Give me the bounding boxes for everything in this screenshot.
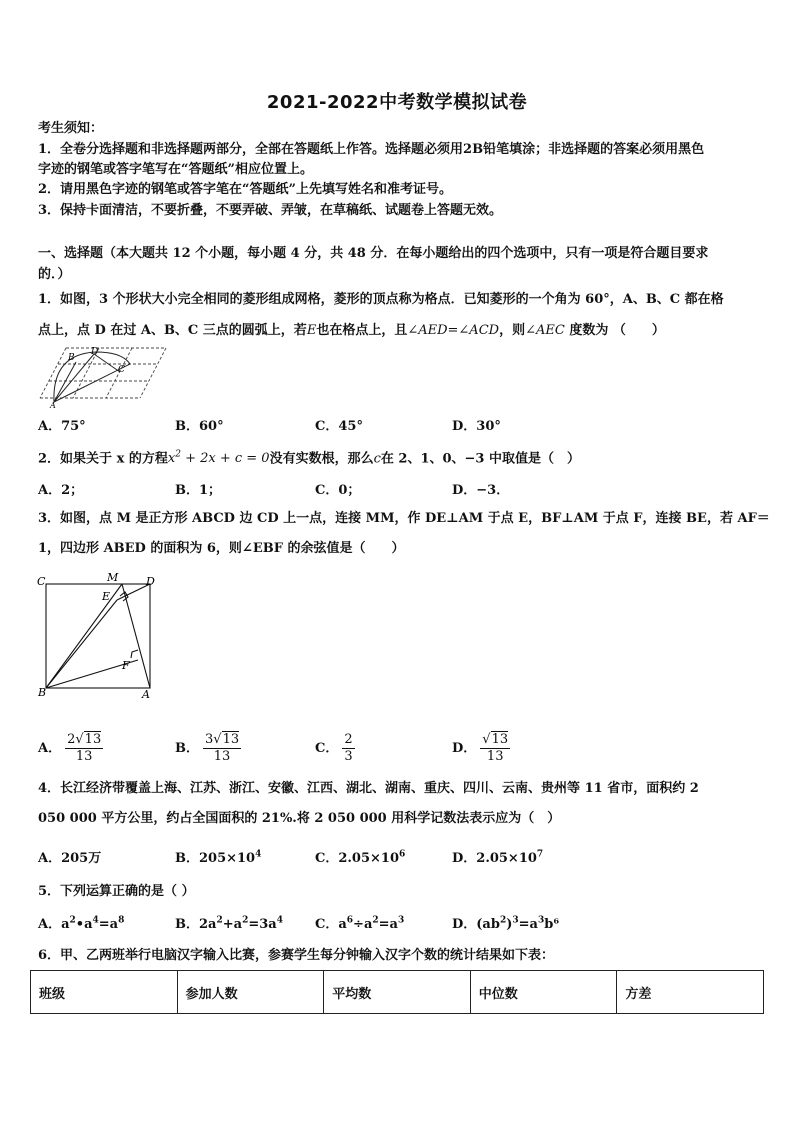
numerator-coef: 3	[205, 732, 214, 747]
exp: 8	[118, 915, 125, 926]
question-3-text-cont: 1，四边形 ABED 的面积为 6，则∠EBF 的余弦值是（ ）	[38, 541, 405, 556]
option-b[interactable]: B．60°	[175, 419, 224, 434]
exp: 6	[346, 915, 354, 926]
option-a[interactable]	[38, 913, 124, 932]
q1-var-e: E	[306, 323, 317, 338]
option-d[interactable]	[452, 732, 510, 765]
t: D．(ab	[452, 917, 500, 932]
option-text: D．2.05×10	[452, 851, 537, 866]
question-5-options	[38, 913, 758, 933]
option-text: A．205万	[38, 851, 102, 866]
option-a[interactable]	[38, 732, 103, 765]
notice-item: 字迹的钢笔或答字笔写在“答题纸”相应位置上。	[38, 162, 313, 177]
q2-equation	[168, 451, 270, 466]
numerator-radicand: 13	[491, 732, 509, 747]
exp: 3	[512, 915, 519, 926]
table-header-cell: 参加人数	[177, 971, 324, 1014]
option-b[interactable]	[175, 847, 261, 866]
table-header-cell: 平均数	[324, 971, 471, 1014]
denominator: 13	[486, 749, 504, 764]
question-1-figure	[38, 344, 170, 408]
option-b[interactable]	[175, 732, 241, 765]
exponent: 7	[536, 849, 544, 860]
q3-label-e: E	[102, 590, 111, 603]
q1-angle-1: ∠AED=∠ACD	[407, 323, 500, 338]
question-4-text: 4．长江经济带覆盖上海、江苏、浙江、安徽、江西、湖北、湖南、重庆、四川、云南、贵州等 11 省市，面积约 2	[38, 781, 699, 796]
q2-var-c: c	[373, 451, 381, 467]
option-b[interactable]	[175, 913, 283, 932]
numerator-radicand: 13	[222, 732, 240, 747]
option-c[interactable]: C．0；	[315, 483, 361, 498]
t: =a	[518, 917, 538, 932]
q1-label-b: B	[68, 353, 75, 363]
exp: 2	[499, 915, 507, 926]
t: B．2a	[175, 917, 217, 932]
numerator-coef: 2	[67, 732, 76, 747]
option-text: B．205×10	[175, 851, 256, 866]
q1-text-d: 度数为 （ ）	[564, 323, 665, 338]
question-1-options	[38, 415, 758, 435]
t: =3a	[248, 917, 277, 932]
option-c[interactable]	[315, 913, 404, 932]
q3-label-f: F	[122, 659, 130, 672]
question-5-text: 5．下列运算正确的是（ ）	[38, 884, 195, 899]
q2-text-c: 在 2、1、0、−3 中取值是（ ）	[380, 451, 581, 467]
table-header-cell: 中位数	[470, 971, 617, 1014]
exp: 2	[242, 915, 249, 926]
notice-item: 1．全卷分选择题和非选择题两部分，全部在答题纸上作答。选择题必须用2B铅笔填涂；非选择题的答案必须用黑色	[38, 142, 705, 157]
question-1-text-cont	[38, 322, 665, 340]
q1-text-c: ，则	[499, 323, 526, 338]
option-a[interactable]	[38, 847, 101, 866]
table-header-cell: 班级	[31, 971, 178, 1014]
option-d[interactable]: D．30°	[452, 419, 501, 434]
numerator: 2	[344, 732, 353, 747]
fraction: $\frac{√13}{13}$	[482, 732, 509, 764]
table-header-row	[31, 971, 764, 1014]
numerator-radicand: 13	[84, 732, 102, 747]
q2-eq-rest: + 2x + c = 0	[180, 451, 270, 467]
notice-item: 3．保持卡面清洁，不要折叠，不要弄破、弄皱，在草稿纸、试题卷上答题无效。	[38, 203, 503, 218]
q2-eq-exp: 2	[175, 450, 181, 460]
exp: 3	[397, 915, 405, 926]
q3-label-d: D	[146, 575, 155, 588]
q1-text-b: 也在格点上，且	[316, 323, 408, 338]
option-b[interactable]: B．1；	[175, 483, 222, 498]
question-6-text: 6．甲、乙两班举行电脑汉字输入比赛，参赛学生每分钟输入汉字个数的统计结果如下表：	[38, 948, 555, 963]
option-d[interactable]	[452, 847, 543, 866]
q3-label-c: C	[37, 575, 46, 588]
page-title: 2021-2022中考数学模拟试卷	[266, 92, 528, 113]
question-1-text: 1．如图，3 个形状大小完全相同的菱形组成网格，菱形的顶点称为格点．已知菱形的一个角为 60°，A、B、C 都在格	[38, 292, 724, 307]
exp: 4	[92, 915, 99, 926]
option-label: C．	[315, 741, 339, 756]
q3-label-b: B	[38, 686, 47, 699]
section-heading-cont: 的．）	[38, 267, 71, 282]
t: ÷a	[353, 917, 373, 932]
notice-item: 2．请用黑色字迹的钢笔或答字笔在“答题纸”上先填写姓名和准考证号。	[38, 182, 453, 197]
exponent: 4	[255, 849, 262, 860]
fraction	[342, 732, 354, 765]
exp: 2	[69, 915, 76, 926]
q2-text-a: 2．如果关于 x 的方程	[38, 451, 168, 467]
question-3-figure	[34, 570, 162, 702]
option-c[interactable]	[315, 732, 355, 765]
option-c[interactable]: C．45°	[315, 419, 363, 434]
stats-table	[30, 970, 764, 1014]
option-label: A．	[38, 741, 62, 756]
option-d[interactable]: D．−3．	[452, 483, 510, 498]
t: C．a	[315, 917, 347, 932]
t: =a	[378, 917, 398, 932]
t: A．a	[38, 917, 70, 932]
table-header-cell: 方差	[617, 971, 764, 1014]
question-2-text	[38, 446, 580, 468]
q2-eq-x: x	[167, 451, 176, 467]
t: =a	[98, 917, 119, 932]
option-a[interactable]: A．2；	[38, 483, 84, 498]
option-text: C．2.05×10	[315, 851, 399, 866]
question-3-options	[38, 720, 758, 764]
q1-label-c: C	[118, 365, 125, 375]
denominator: 13	[75, 749, 93, 764]
q1-angle-2: ∠AEC	[525, 323, 565, 338]
t: b⁶	[544, 917, 560, 932]
q1-label-d: D	[91, 347, 99, 357]
option-label: D．	[452, 741, 477, 756]
question-2-options	[38, 479, 758, 499]
option-label: B．	[175, 741, 199, 756]
t: •a	[75, 917, 93, 932]
option-c[interactable]	[315, 847, 405, 866]
q2-text-b: 没有实数根，那么	[269, 451, 374, 467]
exponent: 6	[399, 849, 406, 860]
q1-text-a: 点上，点 D 在过 A、B、C 三点的圆弧上，若	[38, 323, 307, 338]
fraction: $\frac{3√13}{13}$	[205, 732, 240, 764]
denominator: 3	[344, 749, 353, 764]
denominator: 13	[213, 749, 231, 764]
fraction: $\frac{2√13}{13}$	[67, 732, 102, 764]
question-4-options	[38, 847, 758, 867]
option-a[interactable]: A．75°	[38, 419, 86, 434]
t: +a	[222, 917, 243, 932]
exp: 2	[372, 915, 379, 926]
option-d[interactable]	[452, 913, 559, 932]
notice-heading: 考生须知：	[38, 121, 104, 136]
q3-label-a: A	[142, 688, 150, 701]
question-4-text-cont: 050 000 平方公里，约占全国面积的 21%.将 2 050 000 用科学记数法表示应为（ ）	[38, 811, 561, 826]
question-3-text: 3．如图，点 M 是正方形 ABCD 边 CD 上一点，连接 MM，作 DE⊥AM 于点 E，BF⊥AM 于点 F，连接 BE，若 AF＝	[38, 511, 770, 526]
q3-label-m: M	[107, 571, 119, 584]
q1-label-a: A	[50, 401, 56, 408]
t: )	[506, 917, 513, 932]
exp: 4	[276, 915, 283, 926]
section-heading: 一、选择题（本大题共 12 个小题，每小题 4 分，共 48 分．在每小题给出的四个选项中，只有一项是符合题目要求	[38, 246, 709, 261]
exp: 3	[537, 915, 545, 926]
exp: 2	[216, 915, 223, 926]
